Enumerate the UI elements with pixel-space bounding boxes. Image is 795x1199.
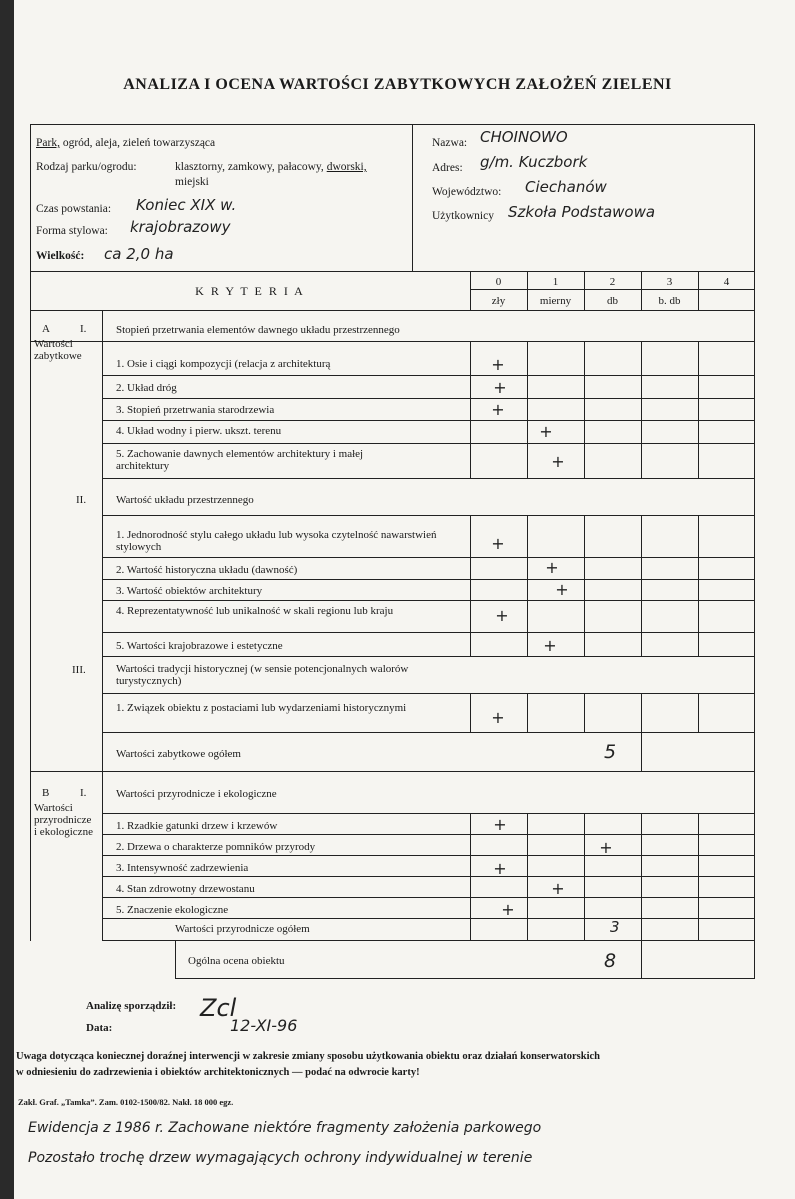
date-value: 12-XI-96 xyxy=(230,1016,298,1035)
analize-signature: Zcl xyxy=(200,994,237,1022)
section-b-letter: B xyxy=(42,787,50,799)
criterion-heading-2: Wartość układu przestrzennego xyxy=(116,494,254,506)
grade-num-4: 4 xyxy=(723,276,730,288)
criterion-architecture: 5. Zachowanie dawnych elementów architektury i małej architektury xyxy=(116,448,364,472)
rule xyxy=(30,271,755,272)
rule xyxy=(102,813,755,814)
rule xyxy=(102,855,755,856)
rule xyxy=(102,600,755,601)
rule xyxy=(470,341,471,478)
mark-plus: + xyxy=(551,452,565,471)
uwaga-line-2: w odniesieniu do zadrzewienia i obiektów architektonicznych — podać na odwrocie karty! xyxy=(16,1067,420,1078)
rule xyxy=(641,940,642,979)
wielkosc-value: ca 2,0 ha xyxy=(104,245,174,263)
rule xyxy=(102,579,755,580)
criterion-heading-3: Wartości tradycji historycznej (w sensie potencjonalnych walorów turystycznych) xyxy=(116,663,409,687)
rule xyxy=(527,693,528,732)
rule xyxy=(641,341,642,478)
analize-label: Analizę sporządził: xyxy=(86,1000,177,1012)
mark-plus: + xyxy=(491,534,505,553)
handwritten-note-2: Pozostało trochę drzew wymagających ochrony indywidualnej w terenie xyxy=(28,1150,533,1166)
mark-plus: + xyxy=(491,708,505,727)
rule xyxy=(30,771,755,772)
rule xyxy=(175,978,755,979)
mark-plus: + xyxy=(493,378,507,397)
rule xyxy=(470,271,471,311)
criterion-water: 4. Układ wodny i pierw. ukszt. terenu xyxy=(116,425,282,437)
uzytkownicy-value: Szkoła Podstawowa xyxy=(508,203,656,221)
rule xyxy=(30,124,755,125)
criterion-architecture-objects: 3. Wartość obiektów architektury xyxy=(116,585,263,597)
rule xyxy=(754,124,755,941)
rule xyxy=(102,834,755,835)
rule xyxy=(470,515,471,656)
mark-plus: + xyxy=(493,859,507,878)
rodzaj-options-2: miejski xyxy=(175,176,209,188)
rodzaj-options: klasztorny, zamkowy, pałacowy, dworski, xyxy=(175,161,367,173)
mark-plus: + xyxy=(555,580,569,599)
rule xyxy=(30,341,755,342)
rule xyxy=(102,557,755,558)
rule xyxy=(698,693,699,732)
criterion-heading-1: Stopień przetrwania elementów dawnego układu przestrzennego xyxy=(116,324,400,336)
sum-b-label: Wartości przyrodnicze ogółem xyxy=(175,923,310,935)
section-b-num: I. xyxy=(80,787,87,799)
rule xyxy=(584,271,585,311)
grade-num-0: 0 xyxy=(495,276,502,288)
nazwa-label: Nazwa: xyxy=(432,137,468,149)
criterion-monument-trees: 2. Drzewa o charakterze pomników przyrody xyxy=(116,841,316,853)
grade-label-zly: zły xyxy=(491,295,506,307)
wojewodztwo-label: Województwo: xyxy=(432,186,502,198)
sum-a-score: 5 xyxy=(604,741,617,763)
total-score: 8 xyxy=(604,950,617,972)
rule xyxy=(698,813,699,940)
rule xyxy=(102,732,755,733)
mark-plus: + xyxy=(495,606,509,625)
sum-b-score: 3 xyxy=(610,918,620,936)
section-a-letter: A xyxy=(42,323,50,335)
rule xyxy=(102,375,755,376)
uzytkownicy-label: Użytkownicy xyxy=(432,210,494,222)
criterion-persons: 1. Związek obiektu z postaciami lub wydarzeniami historycznymi xyxy=(116,702,407,714)
criterion-health: 4. Stan zdrowotny drzewostanu xyxy=(116,883,255,895)
criterion-historic: 2. Wartość historyczna układu (dawność) xyxy=(116,564,298,576)
rule xyxy=(641,693,642,732)
mark-plus: + xyxy=(493,815,507,834)
criterion-style: 1. Jednorodność stylu całego układu lub wysoka czytelność nawarstwień stylowych xyxy=(116,529,437,553)
rule xyxy=(175,940,176,979)
section-a-title: Wartości zabytkowe xyxy=(34,338,82,362)
uwaga-line-1: Uwaga dotycząca koniecznej doraźnej interwencji w zakresie zmiany sposobu użytkowania obiektu oraz działań konserwatorskich xyxy=(16,1051,600,1062)
rule xyxy=(527,813,528,940)
rodzaj-label: Rodzaj parku/ogrodu: xyxy=(36,161,137,173)
mark-plus: + xyxy=(501,900,515,919)
forma-value: krajobrazowy xyxy=(130,218,231,236)
rule xyxy=(102,420,755,421)
rule xyxy=(412,124,413,272)
rule xyxy=(102,918,755,919)
rule xyxy=(641,732,642,771)
grade-num-3: 3 xyxy=(666,276,673,288)
criterion-roads: 2. Układ dróg xyxy=(116,382,177,394)
czas-label: Czas powstania: xyxy=(36,203,112,215)
forma-label: Forma stylowa: xyxy=(36,225,108,237)
rule xyxy=(698,341,699,478)
rule xyxy=(102,398,755,399)
section-a-ii: II. xyxy=(76,494,87,506)
rule xyxy=(470,813,471,940)
rule xyxy=(102,693,755,694)
rule xyxy=(584,341,585,478)
data-label: Data: xyxy=(86,1022,113,1034)
section-a-iii: III. xyxy=(72,664,86,676)
rule xyxy=(527,341,528,478)
rule xyxy=(527,271,528,311)
rule xyxy=(30,124,31,941)
wielkosc-label: Wielkość: xyxy=(36,250,85,262)
czas-value: Koniec XIX w. xyxy=(136,196,237,214)
form-title: ANALIZA I OCENA WARTOŚCI ZABYTKOWYCH ZAŁOŻEŃ ZIELENI xyxy=(123,76,672,93)
rule xyxy=(641,271,642,311)
criterion-heading-4: Wartości przyrodnicze i ekologiczne xyxy=(116,788,277,800)
rule xyxy=(102,876,755,877)
rule xyxy=(102,656,755,657)
section-b-title: Wartości przyrodnicze i ekologiczne xyxy=(34,802,93,838)
rule xyxy=(30,310,755,311)
rule xyxy=(698,271,699,311)
criterion-ecological: 5. Znaczenie ekologiczne xyxy=(116,904,229,916)
rule xyxy=(102,515,755,516)
criterion-rare-species: 1. Rzadkie gatunki drzew i krzewów xyxy=(116,820,278,832)
mark-plus: + xyxy=(551,879,565,898)
criterion-uniqueness: 4. Reprezentatywność lub unikalność w skali regionu lub kraju xyxy=(116,605,394,617)
rule xyxy=(102,310,103,941)
rule xyxy=(698,515,699,656)
rule xyxy=(102,478,755,479)
criterion-axes: 1. Osie i ciągi kompozycji (relacja z architekturą xyxy=(116,358,331,370)
handwritten-note-1: Ewidencja z 1986 r. Zachowane niektóre fragmenty założenia parkowego xyxy=(28,1120,542,1136)
rule xyxy=(102,443,755,444)
grade-label-db: db xyxy=(607,295,618,307)
rule xyxy=(584,693,585,732)
section-a-num: I. xyxy=(80,323,87,335)
grade-num-2: 2 xyxy=(609,276,616,288)
print-info: Zakł. Graf. „Tamka”. Zam. 0102-1500/82. Nakł. 18 000 egz. xyxy=(18,1097,234,1107)
mark-plus: + xyxy=(599,838,613,857)
rule xyxy=(470,289,755,290)
mark-plus: + xyxy=(491,400,505,419)
rule xyxy=(102,632,755,633)
rule xyxy=(527,515,528,656)
grade-num-1: 1 xyxy=(552,276,559,288)
wojewodztwo-value: Ciechanów xyxy=(525,178,607,196)
rule xyxy=(584,515,585,656)
grade-label-bdb: b. db xyxy=(658,295,681,307)
mark-plus: + xyxy=(543,636,557,655)
mark-plus: + xyxy=(539,422,553,441)
sum-a-label: Wartości zabytkowe ogółem xyxy=(116,748,241,760)
criterion-intensity: 3. Intensywność zadrzewienia xyxy=(116,862,249,874)
rule xyxy=(102,897,755,898)
park-label: Park, ogród, aleja, zieleń towarzysząca xyxy=(36,137,216,149)
rule xyxy=(584,813,585,940)
criterion-landscape: 5. Wartości krajobrazowe i estetyczne xyxy=(116,640,283,652)
kryteria-header: K R Y T E R I A xyxy=(195,284,305,298)
adres-value: g/m. Kuczbork xyxy=(480,153,588,171)
adres-label: Adres: xyxy=(432,162,463,174)
nazwa-value: CHOINOWO xyxy=(480,128,568,146)
mark-plus: + xyxy=(545,558,559,577)
mark-plus: + xyxy=(491,355,505,374)
rule xyxy=(470,693,471,732)
rule xyxy=(641,515,642,656)
grade-label-mierny: mierny xyxy=(539,295,572,307)
rule xyxy=(641,813,642,940)
criterion-old-trees: 3. Stopień przetrwania starodrzewia xyxy=(116,404,275,416)
total-label: Ogólna ocena obiektu xyxy=(188,955,285,967)
rule xyxy=(175,940,755,941)
rule xyxy=(754,940,755,979)
